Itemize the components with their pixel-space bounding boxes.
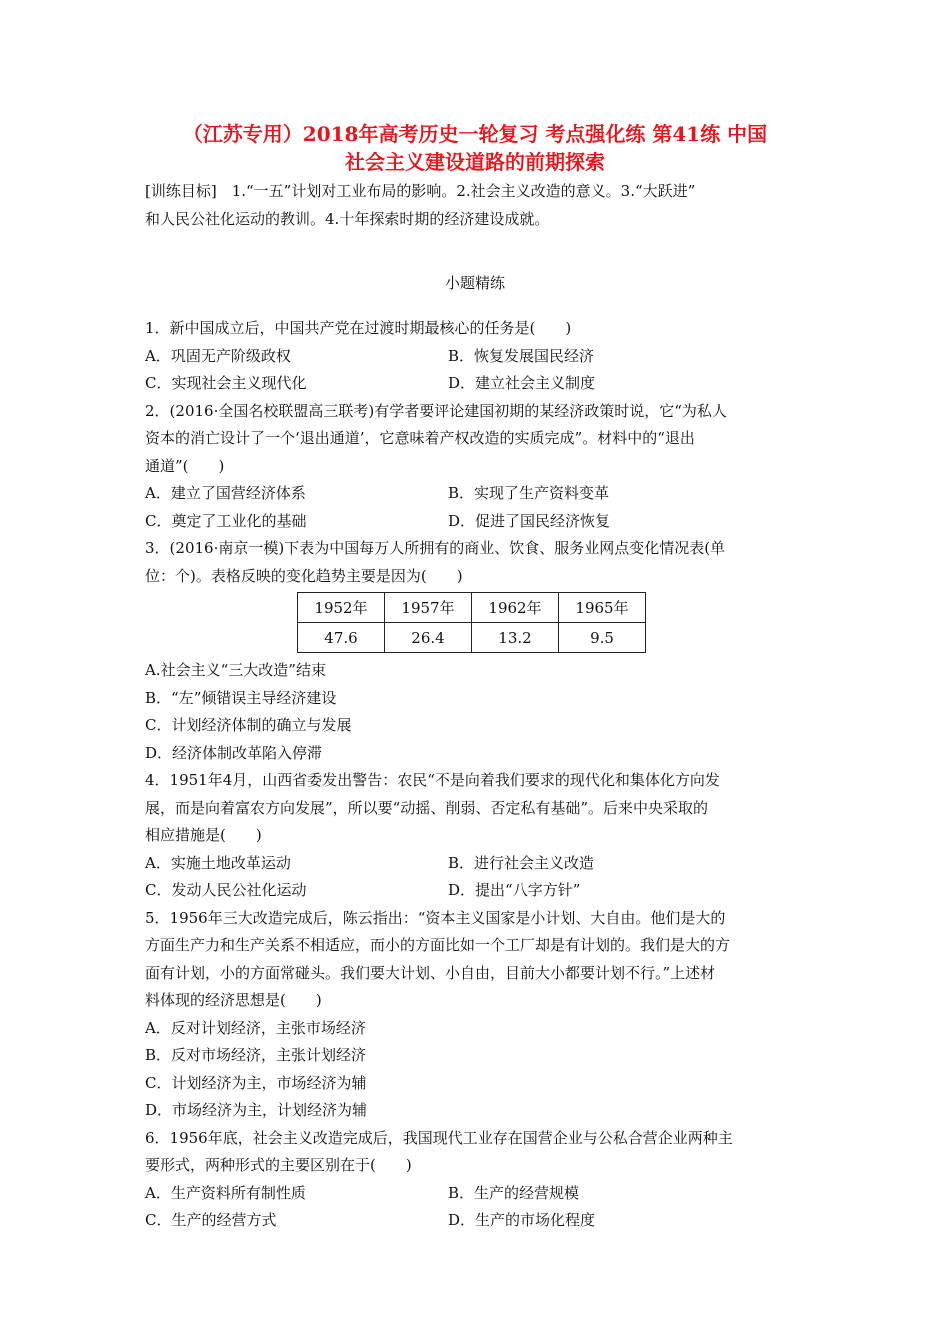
- option-a: A．巩固无产阶级政权: [145, 346, 291, 365]
- question-stem-line: 面有计划，小的方面常碰头。我们要大计划、小自由，目前大小都要计划不行。”上述材: [145, 963, 716, 982]
- question-stem-line: 通道”( ): [145, 456, 225, 475]
- table-cell: 26.4: [385, 623, 472, 653]
- option-row: [145, 480, 805, 508]
- question-stem-line: 相应措施是( ): [145, 826, 262, 844]
- title-line-1: （江苏专用）2018年高考历史一轮复习 考点强化练 第41练 中国: [182, 122, 768, 146]
- document-title: [135, 120, 815, 176]
- option-d: D．促进了国民经济恢复: [448, 511, 611, 530]
- option-c: C．计划经济为主，市场经济为辅: [145, 1073, 367, 1092]
- option-b: B．进行社会主义改造: [448, 853, 595, 872]
- question-stem-line: 要形式，两种形式的主要区别在于( ): [145, 1156, 412, 1174]
- table-cell: 1965年: [559, 593, 646, 623]
- question-stem-line: 4．1951年4月，山西省委发出警告：农民“不是向着我们要求的现代化和集体化方向发: [145, 771, 720, 789]
- table-cell: 9.5: [559, 623, 646, 653]
- question-stem-line: 2．(2016·全国名校联盟高三联考)有学者要评论建国初期的某经济政策时说，它“为私人: [145, 401, 727, 420]
- question-stem-line: 方面生产力和生产关系不相适应，而小的方面比如一个工厂却是有计划的。我们是大的方: [145, 936, 731, 954]
- option-row: [145, 370, 805, 398]
- option-a: A.社会主义“三大改造”结束: [145, 661, 326, 679]
- table-cell: 47.6: [298, 623, 385, 653]
- option-b: B．实现了生产资料变革: [448, 484, 610, 502]
- question-6: [145, 1125, 805, 1235]
- goal-line-2: 和人民公社化运动的教训。4.十年探索时期的经济建设成就。: [145, 209, 550, 228]
- section-title: 小题精练: [444, 274, 505, 292]
- option-row: [145, 1180, 805, 1208]
- option-b: B．反对市场经济，主张计划经济: [145, 1046, 367, 1064]
- question-stem-line: 资本的消亡设计了一个‘退出通道’，它意味着产权改造的实质完成”。材料中的“退出: [145, 429, 695, 447]
- question-stem-line: 5．1956年三大改造完成后，陈云指出：“资本主义国家是小计划、大自由。他们是大的: [145, 908, 726, 927]
- option-a: A．生产资料所有制性质: [145, 1183, 306, 1202]
- option-c: C．发动人民公社化运动: [145, 881, 307, 899]
- option-row: [145, 343, 805, 371]
- table-cell: 13.2: [472, 623, 559, 653]
- table-header-row: [298, 593, 646, 623]
- question-1: [145, 315, 805, 398]
- table-cell: 1962年: [472, 593, 559, 623]
- option-d: D．提出“八字方针”: [448, 881, 581, 899]
- table-cell: 1952年: [298, 593, 385, 623]
- option-a: A．建立了国营经济体系: [145, 484, 306, 502]
- option-a: A．反对计划经济，主张市场经济: [145, 1018, 366, 1037]
- option-b: B．恢复发展国民经济: [448, 346, 595, 365]
- question-stem-line: 3．(2016·南京一模)下表为中国每万人所拥有的商业、饮食、服务业网点变化情况表(单: [145, 539, 726, 557]
- option-c: C．生产的经营方式: [145, 1211, 277, 1229]
- option-row: [145, 850, 805, 878]
- question-stem-line: 料体现的经济思想是( ): [145, 991, 322, 1009]
- title-line-2: 社会主义建设道路的前期探索: [345, 150, 605, 174]
- question-stem-line: 展，而是向着富农方向发展”，所以要“动摇、削弱、否定私有基础”。后来中央采取的: [145, 798, 709, 817]
- question-4: [145, 767, 805, 905]
- option-a: A．实施土地改革运动: [145, 853, 291, 872]
- option-row: [145, 508, 805, 536]
- option-b: B．“左”倾错误主导经济建设: [145, 688, 337, 707]
- option-d: D．生产的市场化程度: [448, 1211, 596, 1229]
- question-2: [145, 398, 805, 536]
- table-row: [298, 623, 646, 653]
- question-stem: 1．新中国成立后，中国共产党在过渡时期最核心的任务是( ): [145, 319, 572, 337]
- option-d: D．市场经济为主，计划经济为辅: [145, 1101, 368, 1119]
- data-table: [297, 592, 646, 653]
- option-c: C．实现社会主义现代化: [145, 374, 307, 392]
- option-row: [145, 1207, 805, 1235]
- training-goal: [145, 178, 805, 233]
- question-5: [145, 905, 805, 1125]
- option-d: D．经济体制改革陷入停滞: [145, 743, 323, 762]
- table-cell: 1957年: [385, 593, 472, 623]
- option-c: C．计划经济体制的确立与发展: [145, 716, 352, 734]
- option-d: D．建立社会主义制度: [448, 374, 596, 392]
- option-row: [145, 877, 805, 905]
- question-stem-line: 6．1956年底，社会主义改造完成后，我国现代工业存在国营企业与公私合营企业两种主: [145, 1128, 733, 1147]
- question-stem-line: 位：个)。表格反映的变化趋势主要是因为( ): [145, 566, 463, 585]
- question-3: [145, 535, 805, 767]
- option-b: B．生产的经营规模: [448, 1183, 580, 1202]
- goal-line-1: [训练目标] 1.“一五”计划对工业布局的影响。2.社会主义改造的意义。3.“大跃进”: [145, 182, 696, 200]
- option-c: C．奠定了工业化的基础: [145, 511, 307, 530]
